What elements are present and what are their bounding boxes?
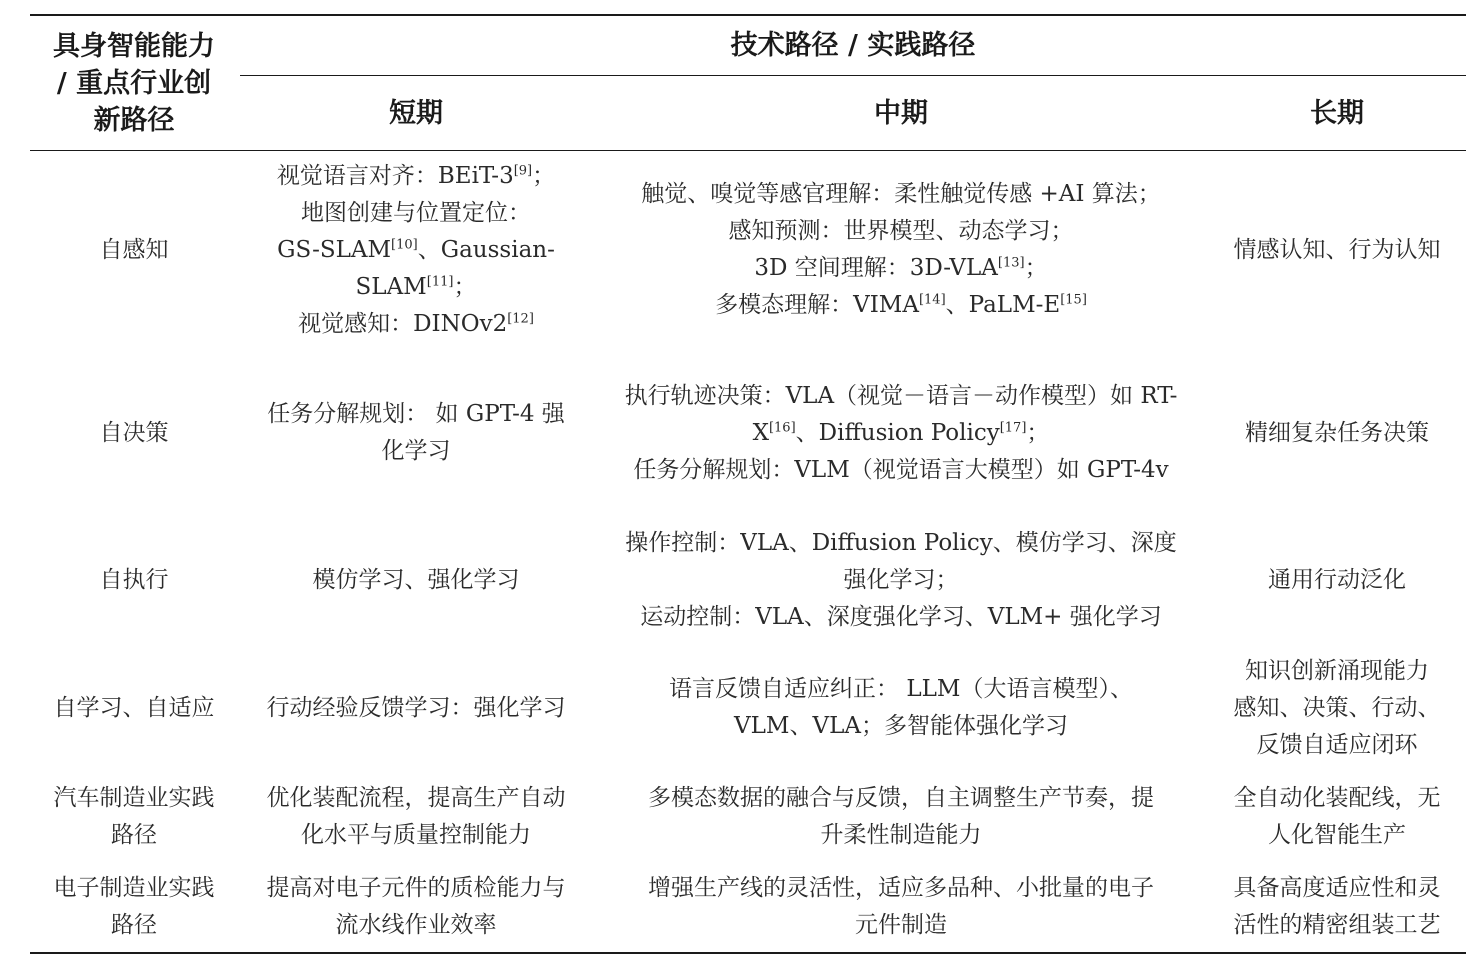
- cell-text: 触觉、嗅觉等感官理解：柔性触觉传感 +AI 算法；: [641, 181, 1161, 207]
- cell-text: 增强生产线的灵活性，适应多品种、小批量的电子: [648, 875, 1154, 901]
- row-header-cell: [30, 16, 238, 150]
- cell-text: 任务分解规划：VLM（视觉语言大模型）如 GPT-4v: [633, 456, 1169, 483]
- column-header-mid: [596, 76, 1206, 150]
- row-name-cell: [30, 155, 238, 345]
- cell-text: 地图创建与位置定位：: [301, 199, 531, 226]
- cell-text: 中期: [874, 97, 928, 129]
- cell-text: 3D 空间理解：3D-VLA: [754, 255, 998, 281]
- cell-line: [633, 452, 1168, 489]
- row-header-line: 新路径: [93, 104, 175, 136]
- cell-text: 感知、决策、行动、: [1233, 694, 1441, 721]
- row-header-line: / 重点行业创: [56, 67, 212, 99]
- cell-text: 视觉感知：DINOv2: [298, 310, 508, 337]
- citation-ref: [9]: [513, 162, 533, 178]
- cell-text: VLM、VLA；多智能体强化学习: [734, 713, 1068, 739]
- cell-text: 优化装配流程，提高生产自动: [266, 785, 566, 811]
- cell-text: 行动经验反馈学习：强化学习: [266, 694, 566, 721]
- cell-text: 多模态数据的融合与反馈，自主调整生产节奏，提: [648, 785, 1154, 811]
- short-term-cell: [240, 779, 592, 855]
- cell-text: 语言反馈自适应纠正： LLM（大语言模型）、: [669, 676, 1133, 702]
- citation-ref: [11]: [426, 273, 454, 289]
- cell-line: [356, 269, 477, 306]
- cell-line: [754, 250, 1047, 287]
- cell-line: [715, 287, 1087, 324]
- cell-text: ；: [453, 273, 477, 300]
- cell-line: [729, 213, 1074, 250]
- cell-text: 化学习: [381, 438, 451, 464]
- row-name-cell: [30, 869, 238, 945]
- cell-text: SLAM: [355, 273, 427, 300]
- mid-term-cell: [596, 523, 1206, 637]
- table-header-rule: [30, 150, 1466, 151]
- citation-ref: [17]: [999, 419, 1027, 435]
- cell-text: 、PaLM-E: [945, 292, 1061, 318]
- row-name-cell: [30, 376, 238, 490]
- cell-text: 自感知: [99, 236, 169, 263]
- short-term-cell: [240, 651, 592, 765]
- cell-text: 情感认知、行为认知: [1233, 236, 1441, 263]
- cell-text: 视觉语言对齐：BEiT-3: [276, 162, 514, 189]
- mid-term-cell: [596, 651, 1206, 765]
- cell-text: 模仿学习、强化学习: [312, 566, 520, 593]
- cell-text: 路径: [111, 822, 157, 848]
- cell-line: [277, 232, 555, 269]
- mid-term-cell: [596, 779, 1206, 855]
- long-term-cell: [1208, 869, 1466, 945]
- cell-text: 元件制造: [855, 912, 947, 938]
- table-bottom-rule: [30, 952, 1466, 954]
- citation-ref: [10]: [391, 236, 418, 252]
- cell-line: [641, 176, 1161, 213]
- citation-ref: [15]: [1060, 292, 1087, 308]
- row-name-cell: [30, 523, 238, 637]
- cell-text: 具备高度适应性和灵: [1233, 875, 1441, 901]
- cell-line: [298, 306, 534, 343]
- cell-text: 反馈自适应闭环: [1256, 731, 1418, 758]
- cell-text: 自决策: [99, 419, 169, 446]
- mid-term-cell: [596, 869, 1206, 945]
- cell-text: 汽车制造业实践: [53, 785, 215, 811]
- cell-text: 知识创新涌现能力: [1245, 657, 1429, 684]
- group-title-cell: [240, 16, 1466, 75]
- cell-text: ；: [1026, 419, 1050, 446]
- cell-text: 、Gaussian-: [417, 236, 555, 263]
- cell-text: 多模态理解：VIMA: [715, 292, 919, 318]
- group-title: 技术路径 / 实践路径: [730, 30, 976, 61]
- cell-text: 强化学习；: [843, 566, 959, 593]
- long-term-cell: [1208, 155, 1466, 345]
- short-term-cell: [240, 376, 592, 490]
- cell-text: 自执行: [99, 566, 169, 593]
- cell-text: 通用行动泛化: [1268, 566, 1406, 593]
- cell-text: 任务分解规划： 如 GPT-4 强: [267, 401, 565, 427]
- citation-ref: [14]: [918, 292, 946, 308]
- citation-ref: [13]: [997, 255, 1025, 271]
- cell-text: 化水平与质量控制能力: [301, 822, 531, 848]
- cell-text: 人化智能生产: [1268, 822, 1406, 848]
- short-term-cell: [240, 155, 592, 345]
- long-term-cell: [1208, 779, 1466, 855]
- long-term-cell: [1208, 523, 1466, 637]
- column-header-long: [1208, 76, 1466, 150]
- cell-text: GS-SLAM: [277, 236, 392, 263]
- citation-ref: [16]: [768, 419, 796, 435]
- cell-text: 全自动化装配线，无: [1233, 785, 1441, 811]
- cell-line: [277, 158, 555, 195]
- cell-text: 、Diffusion Policy: [795, 419, 1000, 446]
- row-name-cell: [30, 651, 238, 765]
- cell-text: 操作控制：VLA、Diffusion Policy、模仿学习、深度: [625, 529, 1177, 556]
- cell-text: 升柔性制造能力: [820, 822, 982, 848]
- row-name-cell: [30, 779, 238, 855]
- cell-text: 活性的精密组装工艺: [1233, 912, 1441, 938]
- cell-text: 感知预测：世界模型、动态学习；: [728, 218, 1074, 244]
- short-term-cell: [240, 869, 592, 945]
- citation-ref: [12]: [507, 310, 534, 326]
- cell-text: 流水线作业效率: [335, 912, 497, 938]
- cell-line: [753, 415, 1050, 452]
- cell-text: 运动控制：VLA、深度强化学习、VLM+ 强化学习: [640, 603, 1162, 630]
- long-term-cell: [1208, 376, 1466, 490]
- short-term-cell: [240, 523, 592, 637]
- cell-text: 执行轨迹决策：VLA（视觉－语言－动作模型）如 RT-: [624, 382, 1178, 409]
- cell-text: 路径: [111, 912, 157, 938]
- cell-text: 长期: [1310, 97, 1364, 129]
- mid-term-cell: [596, 155, 1206, 345]
- cell-text: 提高对电子元件的质检能力与: [266, 875, 566, 901]
- cell-text: 电子制造业实践: [53, 875, 215, 901]
- cell-text: X: [752, 419, 769, 446]
- mid-term-cell: [596, 376, 1206, 490]
- long-term-cell: [1208, 651, 1466, 765]
- cell-text: 短期: [389, 97, 443, 129]
- cell-line: [301, 195, 531, 232]
- cell-text: 精细复杂任务决策: [1245, 419, 1429, 446]
- cell-text: 自学习、自适应: [53, 694, 215, 721]
- cell-line: [625, 378, 1178, 415]
- cell-text: ；: [1024, 255, 1048, 281]
- column-header-short: [240, 76, 592, 150]
- row-header-line: 具身智能能力: [53, 30, 215, 62]
- cell-text: ；: [532, 162, 556, 189]
